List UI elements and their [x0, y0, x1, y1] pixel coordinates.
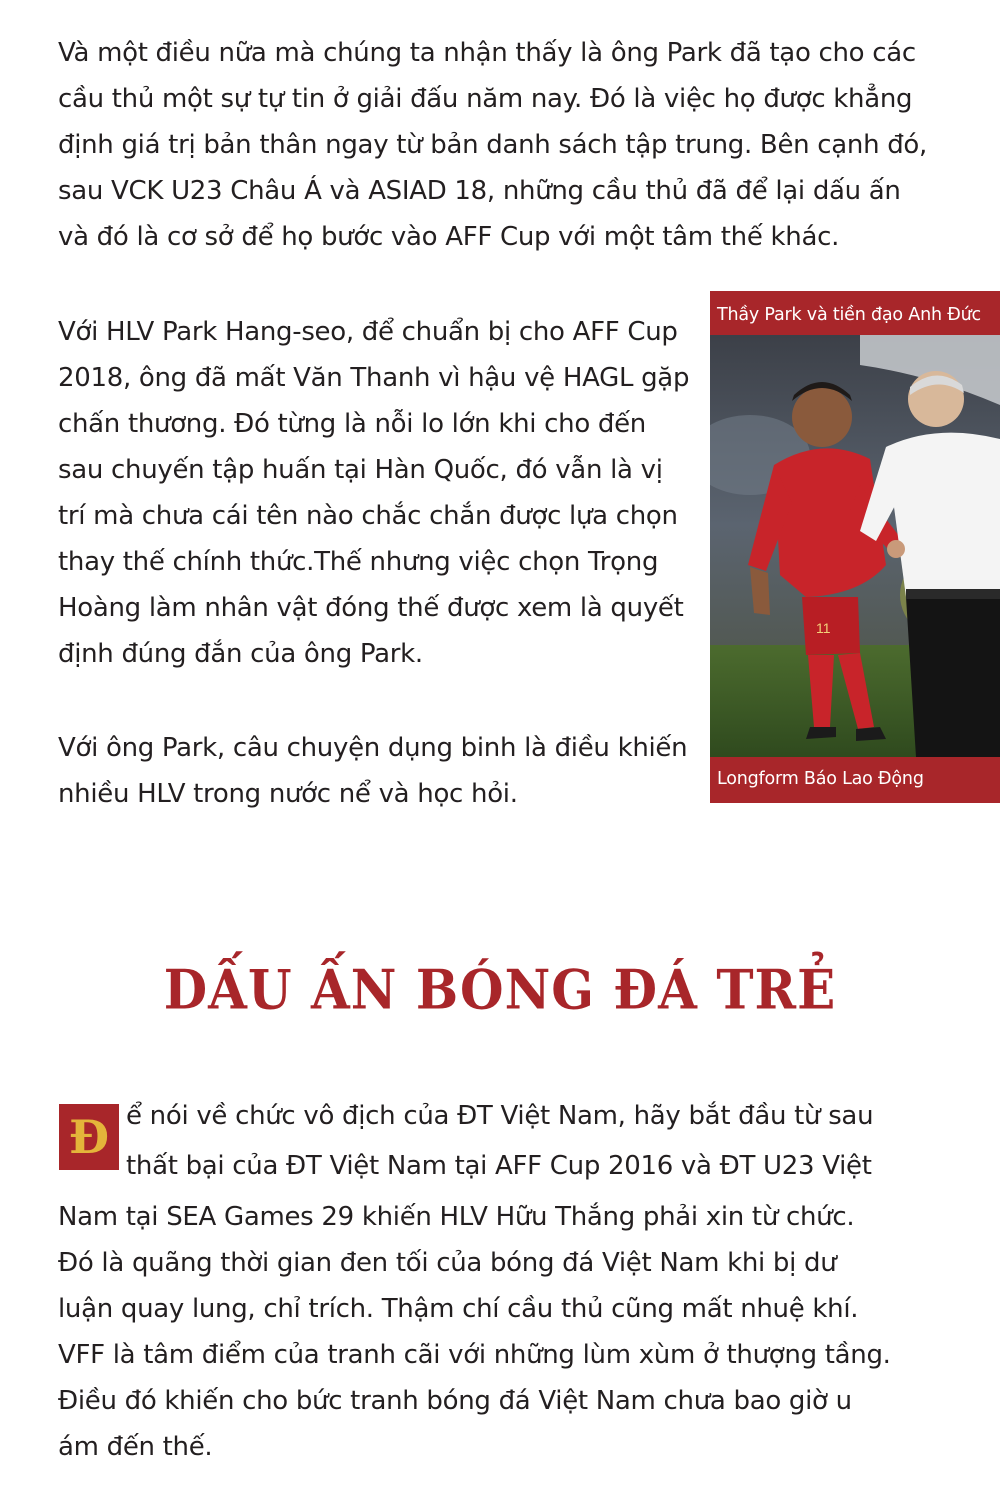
paragraph-line: định giá trị bản thân ngay từ bản danh sách tập trung. Bên cạnh đó,: [58, 130, 928, 160]
paragraph-line: và đó là cơ sở để họ bước vào AFF Cup với một tâm thế khác.: [58, 222, 840, 252]
paragraph-line: Đó là quãng thời gian đen tối của bóng đá Việt Nam khi bị dư: [58, 1248, 837, 1278]
paragraph-line: luận quay lung, chỉ trích. Thậm chí cầu thủ cũng mất nhuệ khí.: [58, 1294, 859, 1324]
paragraph-line: Với HLV Park Hang-seo, để chuẩn bị cho AFF Cup: [58, 317, 678, 347]
section-heading: DẤU ẤN BÓNG ĐÁ TRẺ: [163, 957, 837, 1022]
intro-paragraph: [58, 30, 958, 260]
paragraph-line: Điều đó khiến cho bức tranh bóng đá Việt Nam chưa bao giờ u: [58, 1386, 852, 1416]
paragraph-line: sau chuyến tập huấn tại Hàn Quốc, đó vẫn là vị: [58, 455, 663, 485]
photo-caption-bottom: Longform Báo Lao Động: [717, 769, 924, 789]
paragraph-line: trí mà chưa cái tên nào chắc chắn được lựa chọn: [58, 501, 678, 531]
paragraph-line: 2018, ông đã mất Văn Thanh vì hậu vệ HAGL gặp: [58, 363, 690, 393]
svg-text:11: 11: [816, 620, 831, 636]
paragraph-line: sau VCK U23 Châu Á và ASIAD 18, những cầu thủ đã để lại dấu ấn: [58, 176, 901, 206]
paragraph-line: định đúng đắn của ông Park.: [58, 639, 423, 669]
paragraph-line: Hoàng làm nhân vật đóng thế được xem là quyết: [58, 593, 684, 623]
side-story-paragraph: [58, 309, 708, 677]
paragraph-line: thay thế chính thức.Thế nhưng việc chọn Trọng: [58, 547, 659, 577]
paragraph-line: ể nói về chức vô địch của ĐT Việt Nam, hãy bắt đầu từ sau: [126, 1101, 874, 1131]
youth-lead-paragraph: [126, 1091, 926, 1191]
paragraph-line: nhiều HLV trong nước nể và học hỏi.: [58, 779, 518, 809]
coach-player-photo: [710, 335, 1000, 757]
paragraph-line: Nam tại SEA Games 29 khiến HLV Hữu Thắng phải xin từ chức.: [58, 1202, 855, 1232]
photo-card: [710, 291, 1000, 803]
paragraph-line: VFF là tâm điểm của tranh cãi với những lùm xùm ở thượng tầng.: [58, 1340, 891, 1370]
paragraph-line: thất bại của ĐT Việt Nam tại AFF Cup 2016 và ĐT U23 Việt: [126, 1151, 872, 1181]
paragraph-line: chấn thương. Đó từng là nỗi lo lớn khi cho đến: [58, 409, 646, 439]
paragraph-line: Với ông Park, câu chuyện dụng binh là điều khiến: [58, 733, 688, 763]
youth-body-paragraph: [58, 1194, 958, 1470]
paragraph-line: ám đến thế.: [58, 1432, 213, 1462]
photo-caption-top: Thầy Park và tiền đạo Anh Đức: [717, 305, 981, 325]
paragraph-line: cầu thủ một sự tự tin ở giải đấu năm nay. Đó là việc họ được khẳng: [58, 84, 913, 114]
paragraph-line: Và một điều nữa mà chúng ta nhận thấy là ông Park đã tạo cho các: [58, 38, 916, 68]
drop-cap: Đ: [59, 1104, 119, 1170]
park-note-paragraph: [58, 725, 708, 817]
